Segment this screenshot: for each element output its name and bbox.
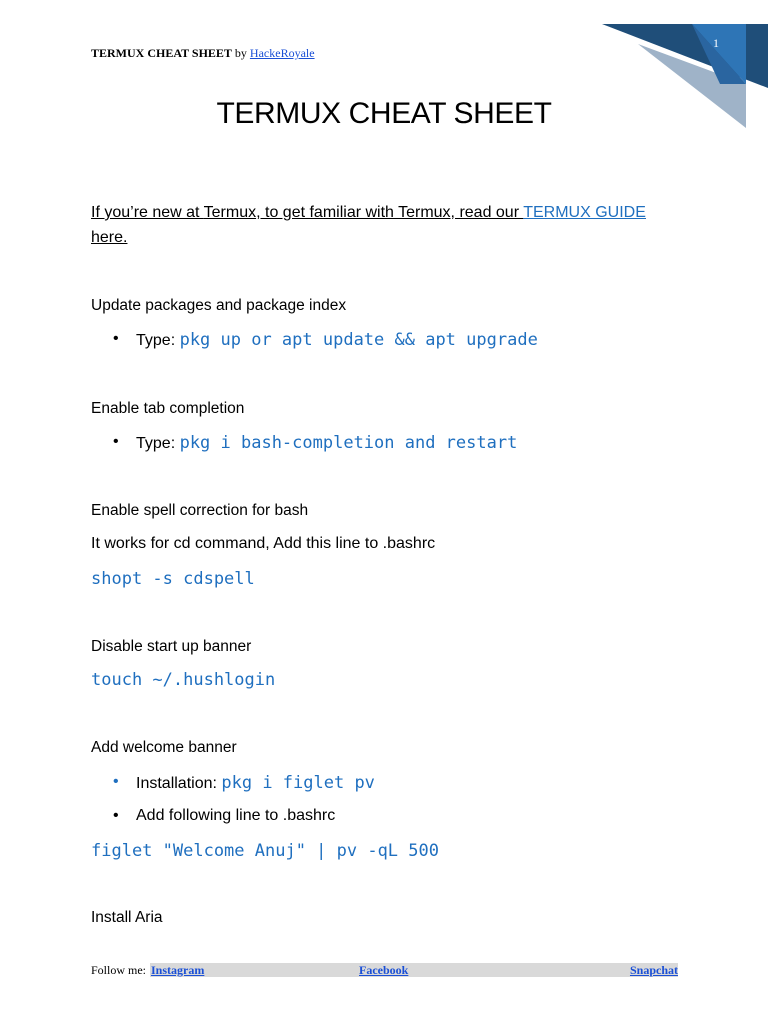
bullet-tab-command — [136, 433, 517, 453]
heading-tab-completion: Enable tab completion — [91, 400, 245, 417]
installation-label: Installation: — [136, 775, 222, 792]
instagram-link[interactable]: Instagram — [151, 963, 205, 977]
footer-bar — [150, 963, 678, 977]
intro-termux: Termux — [203, 204, 257, 221]
heading-disable-banner: Disable start up banner — [91, 638, 252, 655]
bullet-install-command — [136, 773, 375, 793]
intro-paragraph — [91, 204, 646, 222]
footer-label: Follow me: — [91, 963, 147, 977]
update-command: pkg up or apt update && apt upgrade — [179, 330, 538, 350]
header-title: TERMUX CHEAT SHEET — [91, 46, 232, 60]
spell-command: shopt -s cdspell — [91, 569, 255, 589]
heading-install-aria: Install Aria — [91, 909, 163, 926]
intro-text-1: If you’re new at — [91, 204, 204, 221]
type-label: Type: — [136, 332, 180, 349]
type-label: Type: — [136, 435, 180, 452]
tab-command: pkg i bash-completion and restart — [179, 433, 518, 453]
document-title: TERMUX CHEAT SHEET — [216, 97, 552, 130]
termux-guide-link[interactable]: TERMUX GUIDE — [523, 204, 646, 221]
header-author-link[interactable]: HackeRoyale — [249, 46, 315, 60]
figlet-command: figlet "Welcome Anuj" | pv -qL 500 — [91, 841, 439, 861]
spell-description: It works for cd command, Add this line to .bashrc — [91, 535, 436, 552]
bullet-marker: • — [113, 330, 119, 347]
heading-update-packages: Update packages and package index — [91, 297, 347, 314]
hushlogin-command: touch ~/.hushlogin — [91, 670, 276, 690]
bullet-update-command — [136, 330, 538, 350]
page-footer — [91, 962, 678, 978]
bullet-marker: • — [113, 773, 119, 790]
heading-welcome-banner: Add welcome banner — [91, 739, 237, 756]
snapchat-link[interactable]: Snapchat — [629, 963, 678, 977]
bullet-marker: • — [113, 433, 119, 450]
page-number: 1 — [713, 36, 719, 50]
header-by: by — [234, 46, 247, 60]
heading-spell-correction: Enable spell correction for bash — [91, 502, 309, 519]
facebook-link[interactable]: Facebook — [359, 963, 409, 977]
intro-paragraph-line-2: here. — [91, 229, 128, 246]
intro-text-2: , to get familiar with Termux, read our — [256, 204, 524, 221]
figlet-install-command: pkg i figlet pv — [221, 773, 375, 793]
bullet-add-line: Add following line to .bashrc — [136, 807, 336, 824]
bullet-marker: • — [113, 807, 119, 824]
